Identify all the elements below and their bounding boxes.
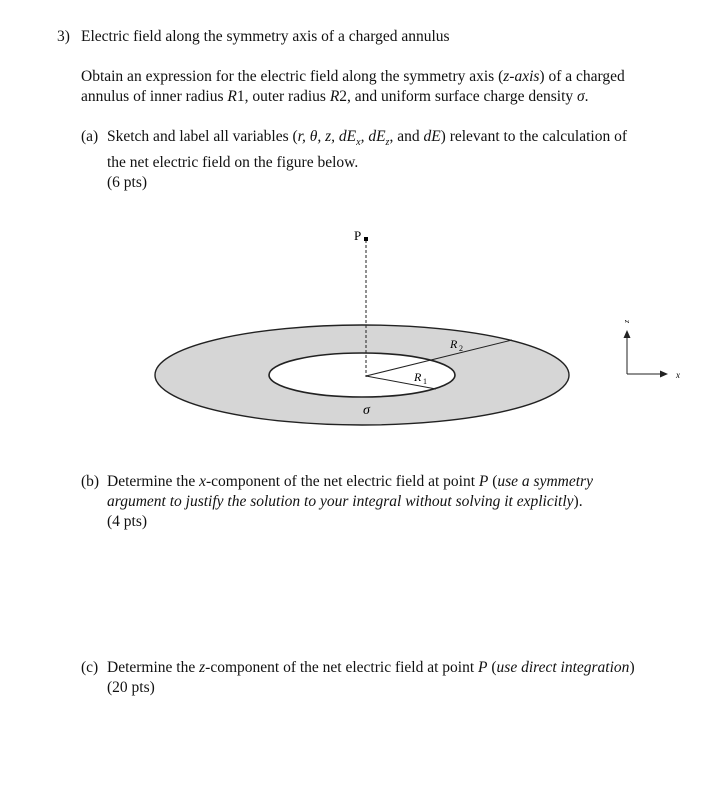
part-b-p: P <box>478 473 489 490</box>
x-axis-arrowhead <box>660 371 668 378</box>
part-c-text-2: -component of the net electric field at point <box>205 659 479 676</box>
part-b-text-3: ( <box>488 473 498 490</box>
intro-r2-sub: 2 <box>339 88 348 105</box>
part-b-text-1: Determine the <box>107 473 200 490</box>
intro-text-2: ) of a charged <box>539 68 625 85</box>
r2-label: R <box>450 337 458 351</box>
part-a-text-1: Sketch and label all variables ( <box>107 128 298 145</box>
part-b-close: ). <box>573 493 583 510</box>
annulus-inner-ellipse <box>269 353 455 397</box>
intro-text-4: , outer radius <box>244 88 330 105</box>
problem-title: Electric field along the symmetry axis of a charged annulus <box>81 28 450 45</box>
intro-r1: R <box>227 88 237 105</box>
intro-text-3: annulus of inner radius <box>81 88 228 105</box>
part-b-points: (4 pts) <box>107 513 148 530</box>
point-p-marker <box>364 237 368 241</box>
part-b-text-2: -component of the net electric field at point <box>206 473 479 490</box>
intro-text-5: , and uniform surface charge density <box>347 88 578 105</box>
part-c-label: (c) <box>81 659 99 676</box>
x-axis-label: x <box>676 370 680 380</box>
r1-label-sub: 1 <box>423 377 427 386</box>
part-b-italic-2: argument to justify the solution to your integral without solving it explicitly <box>107 493 574 510</box>
part-c-close: ) <box>629 659 635 676</box>
part-a-line-2: the net electric field on the figure below. <box>107 154 359 172</box>
intro-axis: z-axis <box>503 68 540 85</box>
r1-label: R <box>414 370 422 384</box>
z-axis-arrowhead <box>624 330 631 338</box>
part-a-text-2: ) relevant to the calculation of <box>440 128 628 145</box>
part-a-sep2: , and <box>389 128 424 145</box>
part-c-points: (20 pts) <box>107 679 155 696</box>
part-b-comp: x <box>199 473 206 490</box>
part-b <box>81 472 593 532</box>
part-a-label: (a) <box>81 128 99 145</box>
part-a-sub-x: x <box>356 137 361 149</box>
z-axis-label: z <box>622 319 631 323</box>
part-b-italic-1: use a symmetry <box>497 473 593 490</box>
part-a-points: (6 pts) <box>107 174 148 192</box>
part-c-text-3: ( <box>487 659 497 676</box>
intro-text-1: Obtain an expression for the electric field along the symmetry axis ( <box>81 68 504 85</box>
problem-number: 3) <box>57 28 70 45</box>
part-c-italic: use direct integration <box>496 659 630 676</box>
intro-sigma: σ <box>577 88 585 105</box>
intro-r1-sub: 1 <box>236 88 245 105</box>
part-c-p: P <box>478 659 488 676</box>
r2-label-sub: 2 <box>459 344 463 353</box>
part-c <box>81 658 635 698</box>
part-a-vars: r, θ, z, dE <box>297 128 357 145</box>
intro-r2: R <box>329 88 340 105</box>
part-c-text-1: Determine the <box>107 659 200 676</box>
part-a-sep1: , dE <box>360 128 386 145</box>
part-a-de: dE <box>423 128 441 145</box>
part-c-comp: z <box>199 659 206 676</box>
part-a-sub-z: z <box>385 137 390 149</box>
sigma-label: σ <box>363 403 370 418</box>
part-b-label: (b) <box>81 473 100 490</box>
intro-text-6: . <box>584 88 589 105</box>
point-p-label: P <box>354 228 362 243</box>
